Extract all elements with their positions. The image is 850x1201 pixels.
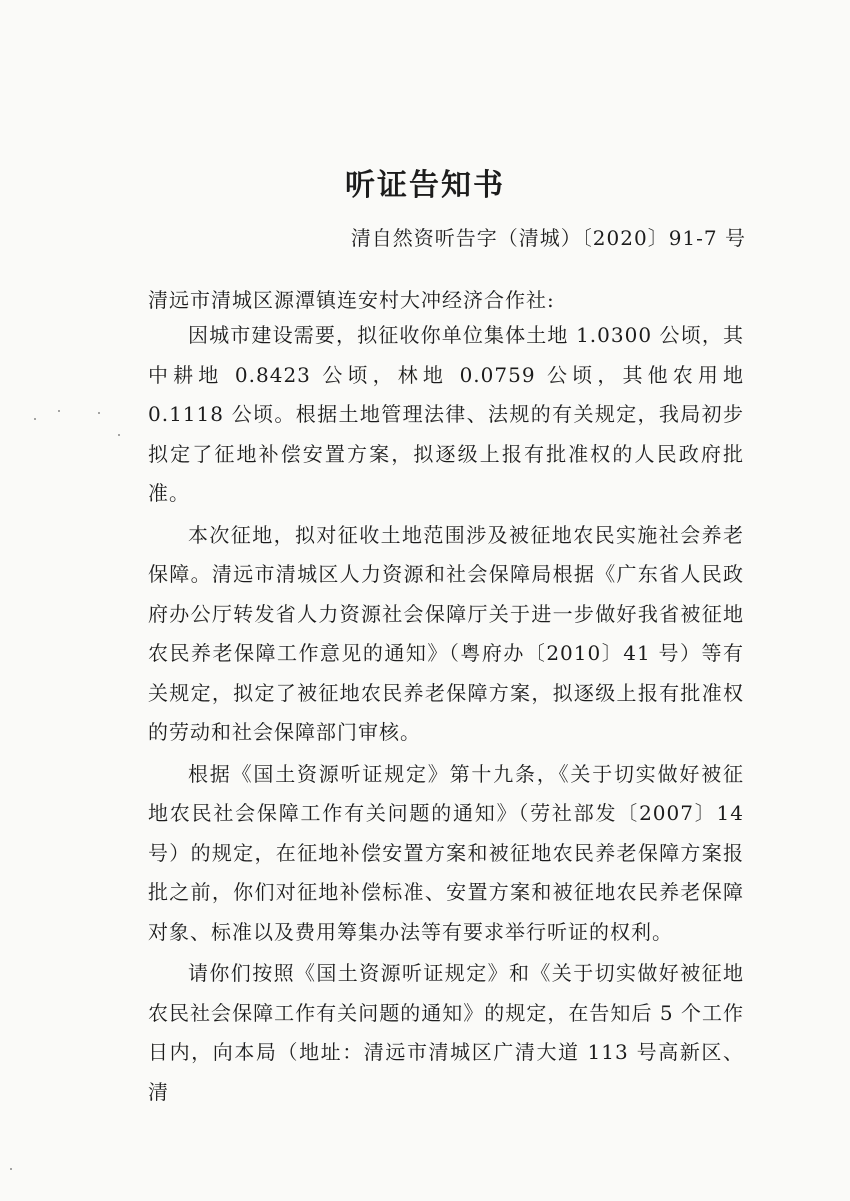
scan-speck (98, 412, 100, 414)
scan-speck (58, 410, 60, 412)
addressee: 清远市清城区源潭镇连安村大冲经济合作社: (148, 288, 555, 312)
document-title: 听证告知书 (345, 168, 505, 203)
paragraph-land-acquisition: 因城市建设需要，拟征收你单位集体土地 1.0300 公顷，其中耕地 0.8423 公顷，林地 0.0759 公顷，其他农用地 0.1118 公顷。根据土地管理法律、法规的有关规定，我局初步拟定了征地补偿安置方案，拟逐级上报有批准权的人民政府批准。 (148, 323, 744, 505)
paragraph-hearing-request: 请你们按照《国土资源听证规定》和《关于切实做好被征地农民社会保障工作有关问题的通知》的规定，在告知后 5 个工作日内，向本局（地址：清远市清城区广清大道 113 号高新区、清 (148, 961, 744, 1104)
scan-speck (10, 1168, 12, 1170)
document-number: 清自然资听告字（清城）〔2020〕91-7 号 (350, 226, 746, 250)
paragraph-hearing-rights: 根据《国土资源听证规定》第十九条，《关于切实做好被征地农民社会保障工作有关问题的通知》（劳社部发〔2007〕14 号）的规定，在征地补偿安置方案和被征地农民养老保障方案报批之前，你们对征地补偿标准、安置方案和被征地农民养老保障对象、标准以及费用筹集办法等有要求举行听证的权利。 (148, 761, 744, 944)
scan-speck (118, 434, 120, 436)
scan-speck (34, 418, 36, 420)
document-body (148, 316, 744, 1112)
paragraph-pension-security: 本次征地，拟对征收土地范围涉及被征地农民实施社会养老保障。清远市清城区人力资源和社会保障局根据《广东省人民政府办公厅转发省人力资源社会保障厅关于进一步做好我省被征地农民养老保障工作意见的通知》（粤府办〔2010〕41 号）等有关规定，拟定了被征地农民养老保障方案，拟逐级上报有批准权的劳动和社会保障部门审核。 (148, 522, 744, 744)
